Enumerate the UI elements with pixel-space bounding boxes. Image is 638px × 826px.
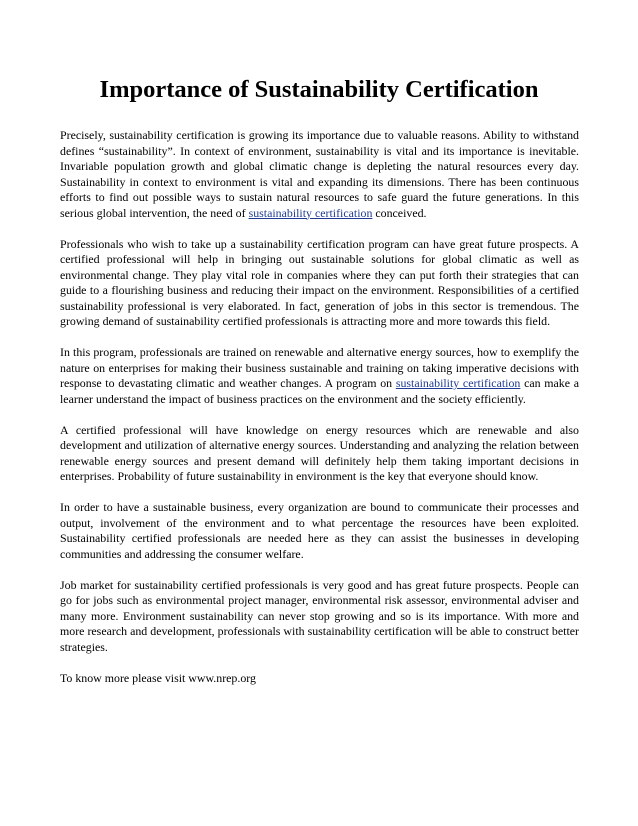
paragraph-1-text-end: conceived. bbox=[372, 205, 427, 220]
page-title: Importance of Sustainability Certification bbox=[99, 76, 539, 103]
paragraph-2: Professionals who wish to take up a sustainability certification program can have great future prospects. A certified professional will help in bringing out sustainable solutions for global climatic as well as environmental change. They play vital role in companies where they can put forth their strategies that can guide to a flourishing business and reducing their impact on the environment. Responsibilities of a certified sustainability professional is very elaborated. In fact, generation of jobs in this sector is tremendous. The growing demand of sustainability certified professionals is attracting more and more towards this field. bbox=[60, 236, 579, 328]
paragraph-5: In order to have a sustainable business, every organization are bound to communicate their processes and output, involvement of the environment and to what percentage the resources have been exploited. Sustainability certified professionals are needed here as they can assist the businesses in developing communities and addressing the consumer welfare. bbox=[60, 500, 579, 561]
closing-line: To know more please visit www.nrep.org bbox=[60, 670, 256, 685]
sustainability-certification-link-1[interactable]: sustainability certification bbox=[248, 205, 373, 220]
paragraph-6: Job market for sustainability certified professionals is very good and has great future prospects. People can go for jobs such as environmental project manager, environmental risk assessor, environmental adviser and many more. Environment sustainability can never stop growing and so is its importance. With more and more research and development, professionals with sustainability certification will be able to construct better strategies. bbox=[60, 577, 579, 654]
paragraph-4: A certified professional will have knowledge on energy resources which are renewable and also development and utilization of alternative energy sources. Understanding and analyzing the relation between renewable energy sources and present demand will definitely help them taking important decisions in enterprises. Probability of future sustainability in environment is the key that everyone should know. bbox=[60, 422, 579, 483]
paragraph-1 bbox=[60, 128, 579, 221]
document-body bbox=[60, 128, 579, 702]
paragraph-1-text: Precisely, sustainability certification is growing its importance due to valuable reasons. Ability to withstand defines “sustainability”. In context of environment, sustainability is vital and its importance is inevitable. Invariable population growth and global climatic change is depleting the natural resources every day. Sustainability in context to environment is vital and expanding its dimensions. There has been continuous efforts to find out possible ways to sustain natural resources to safe guard the future generations. In this serious global intervention, the need of bbox=[60, 128, 579, 220]
paragraph-3-text-end: can make a learner understand the impact of business practices on the environment and the society efficiently. bbox=[60, 376, 580, 406]
paragraph-3 bbox=[60, 345, 579, 407]
paragraph-3-text: In this program, professionals are trained on renewable and alternative energy sources, how to exemplify the nature on enterprises for making their business sustainable and training on taking imperative decisions with response to devastating climatic and weather changes. A program on bbox=[60, 345, 579, 390]
sustainability-certification-link-2[interactable]: sustainability certification bbox=[395, 376, 521, 390]
